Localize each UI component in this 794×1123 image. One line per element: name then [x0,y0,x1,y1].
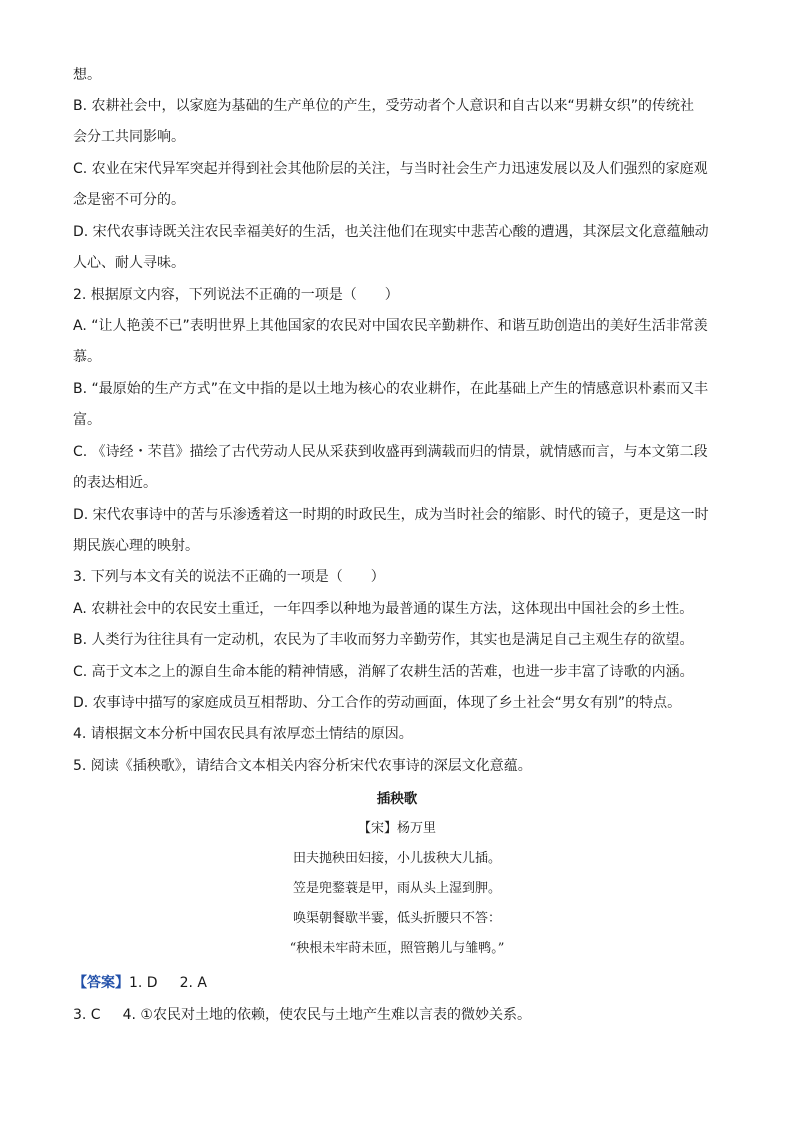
question-4: 4. 请根据文本分析中国农民具有浓厚恋土情结的原因。 [73,726,413,742]
poem-title: 插秧歌 [376,791,418,807]
question-3: 3. 下列与本文有关的说法不正确的一项是（ ） [73,569,385,585]
option-d: D. 宋代农事诗中的苦与乐渗透着这一时期的时政民生，成为当时社会的缩影、时代的镜子，更是这一时 [73,507,709,523]
poem-verse: “秧根未牢莳未匝，照管鹅儿与雏鸭。” [289,941,505,956]
text-line: 富。 [73,412,101,428]
text-line: 期民族心理的映射。 [73,538,199,554]
poem-verse: 笠是兜鍪蓑是甲，雨从头上湿到胛。 [292,881,501,896]
question-2: 2. 根据原文内容，下列说法不正确的一项是（ ） [73,287,399,303]
option-b: B. “最原始的生产方式”在文中指的是以土地为核心的农业耕作，在此基础上产生的情感意识朴素而又丰 [73,381,709,397]
option-d: D. 农事诗中描写的家庭成员互相帮助、分工合作的劳动画面，体现了乡土社会“男女有别”的特点。 [73,695,682,711]
answer-label: 【答案】 [73,975,129,991]
answer-4: 4. ①农民对土地的依赖，使农民与土地产生难以言表的微妙关系。 [122,1007,531,1023]
answer-2: 2. A [179,975,207,991]
option-c: C. 高于文本之上的源自生命本能的精神情感，消解了农耕生活的苦难，也进一步丰富了诗歌的内涵。 [73,664,694,680]
text-line: B. 农耕社会中，以家庭为基础的生产单位的产生，受劳动者个人意识和自古以来“男耕女织”的传统社 [73,98,695,114]
text-line: 的表达相近。 [73,475,157,491]
question-5: 5. 阅读《插秧歌》，请结合文本相关内容分析宋代农事诗的深层文化意蕴。 [73,758,532,774]
text-line: 想。 [73,67,101,83]
answer-1: 1. D [129,975,158,991]
text-line: 念是密不可分的。 [73,192,185,208]
option-a: A. 农耕社会中的农民安土重迁，一年四季以种地为最普通的谋生方法，这体现出中国社会的乡土性。 [73,601,694,617]
answer-line [73,1005,724,1025]
answer-3: 3. C [73,1007,101,1023]
poem-author: 【宋】杨万里 [357,821,436,836]
text-line: 慕。 [73,349,101,365]
text-line: D. 宋代农事诗既关注农民幸福美好的生活，也关注他们在现实中悲苦心酸的遭遇，其深层文化意蕴触动 [73,224,709,240]
text-line: 人心、耐人寻味。 [73,255,185,271]
option-b: B. 人类行为往往具有一定动机，农民为了丰收而努力辛勤劳作，其实也是满足自己主观生存的欲望。 [73,632,694,648]
text-line: 会分工共同影响。 [73,129,185,145]
poem-verse: 田夫抛秧田妇接，小儿拔秧大儿插。 [292,851,501,866]
text-line: C. 农业在宋代异军突起并得到社会其他阶层的关注，与当时社会生产力迅速发展以及人们强烈的家庭观 [73,161,708,177]
poem-verse: 唤渠朝餐歇半霎，低头折腰只不答： [292,911,501,926]
option-a: A. “让人艳羡不已”表明世界上其他国家的农民对中国农民辛勤耕作、和谐互助创造出的美好生活非常羡 [73,318,708,334]
option-c: C. 《诗经・芣苢》描绘了古代劳动人民从采获到收盛再到满载而归的情景，就情感而言，与本文第二段 [73,444,708,460]
answer-line [73,973,724,993]
